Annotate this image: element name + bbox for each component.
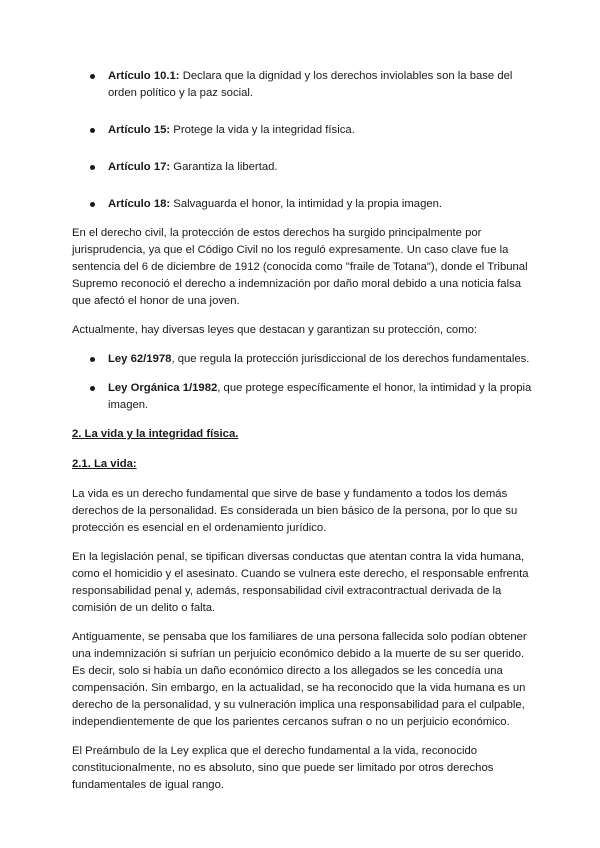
list-item: Ley Orgánica 1/1982, que protege específicamente el honor, la intimidad y la propia imagen. [72,380,534,414]
section-title: 2. La vida y la integridad física. [72,428,239,440]
list-item: Artículo 15: Protege la vida y la integridad física. [72,122,534,139]
laws-list [72,351,534,414]
list-item: Artículo 18: Salvaguarda el honor, la intimidad y la propia imagen. [72,196,534,213]
paragraph: La vida es un derecho fundamental que sirve de base y fundamento a todos los demás derechos de la personalidad. Es considerada un bien básico de la persona, por lo que su protección es esencial en el ordenamiento jurídico. [72,488,518,534]
subsection-title: 2.1. La vida: [72,458,137,470]
document-content [72,68,534,806]
list-item: Artículo 10.1: Declara que la dignidad y los derechos inviolables son la base del orden político y la paz social. [72,68,534,102]
paragraph: En la legislación penal, se tipifican diversas conductas que atentan contra la vida humana, como el homicidio y el asesinato. Cuando se vulnera este derecho, el responsable enfrenta responsabilidad penal y, además, responsabilidad civil extracontractual derivada de la comisión de un delito o falta. [72,551,529,614]
civil-law-paragraph: En el derecho civil, la protección de estos derechos ha surgido principalmente por jurisprudencia, ya que el Código Civil no los reguló expresamente. Un caso clave fue la sentencia del 6 de diciembre de 1912 (conocida como "fraile de Totana"), donde el Tribunal Supremo reconoció el derecho a indemnización por daño moral debido a una noticia falsa que afectó el honor de una joven. [72,227,528,307]
list-item: Artículo 17: Garantiza la libertad. [72,159,534,176]
paragraph: Antiguamente, se pensaba que los familiares de una persona fallecida solo podían obtener una indemnización si sufrían un perjuicio económico debido a la muerte de su ser querido. Es decir, solo si había un daño económico directo a los allegados se les concedía una compensación. Sin embargo, en la actualidad, se ha reconocido que la vida humana es un derecho de la personalidad, y su vulneración implica una responsabilidad para el culpable, independientemente de que los parientes cercanos sufran o no un perjuicio económico. [72,631,527,728]
constitution-articles-list [72,68,534,213]
paragraph: El Preámbulo de la Ley explica que el derecho fundamental a la vida, reconocido constitucionalmente, no es absoluto, sino que puede ser limitado por otros derechos fundamentales de igual rango. [72,745,494,791]
list-item: Ley 62/1978, que regula la protección jurisdiccional de los derechos fundamentales. [72,351,534,368]
laws-intro: Actualmente, hay diversas leyes que destacan y garantizan su protección, como: [72,324,478,336]
